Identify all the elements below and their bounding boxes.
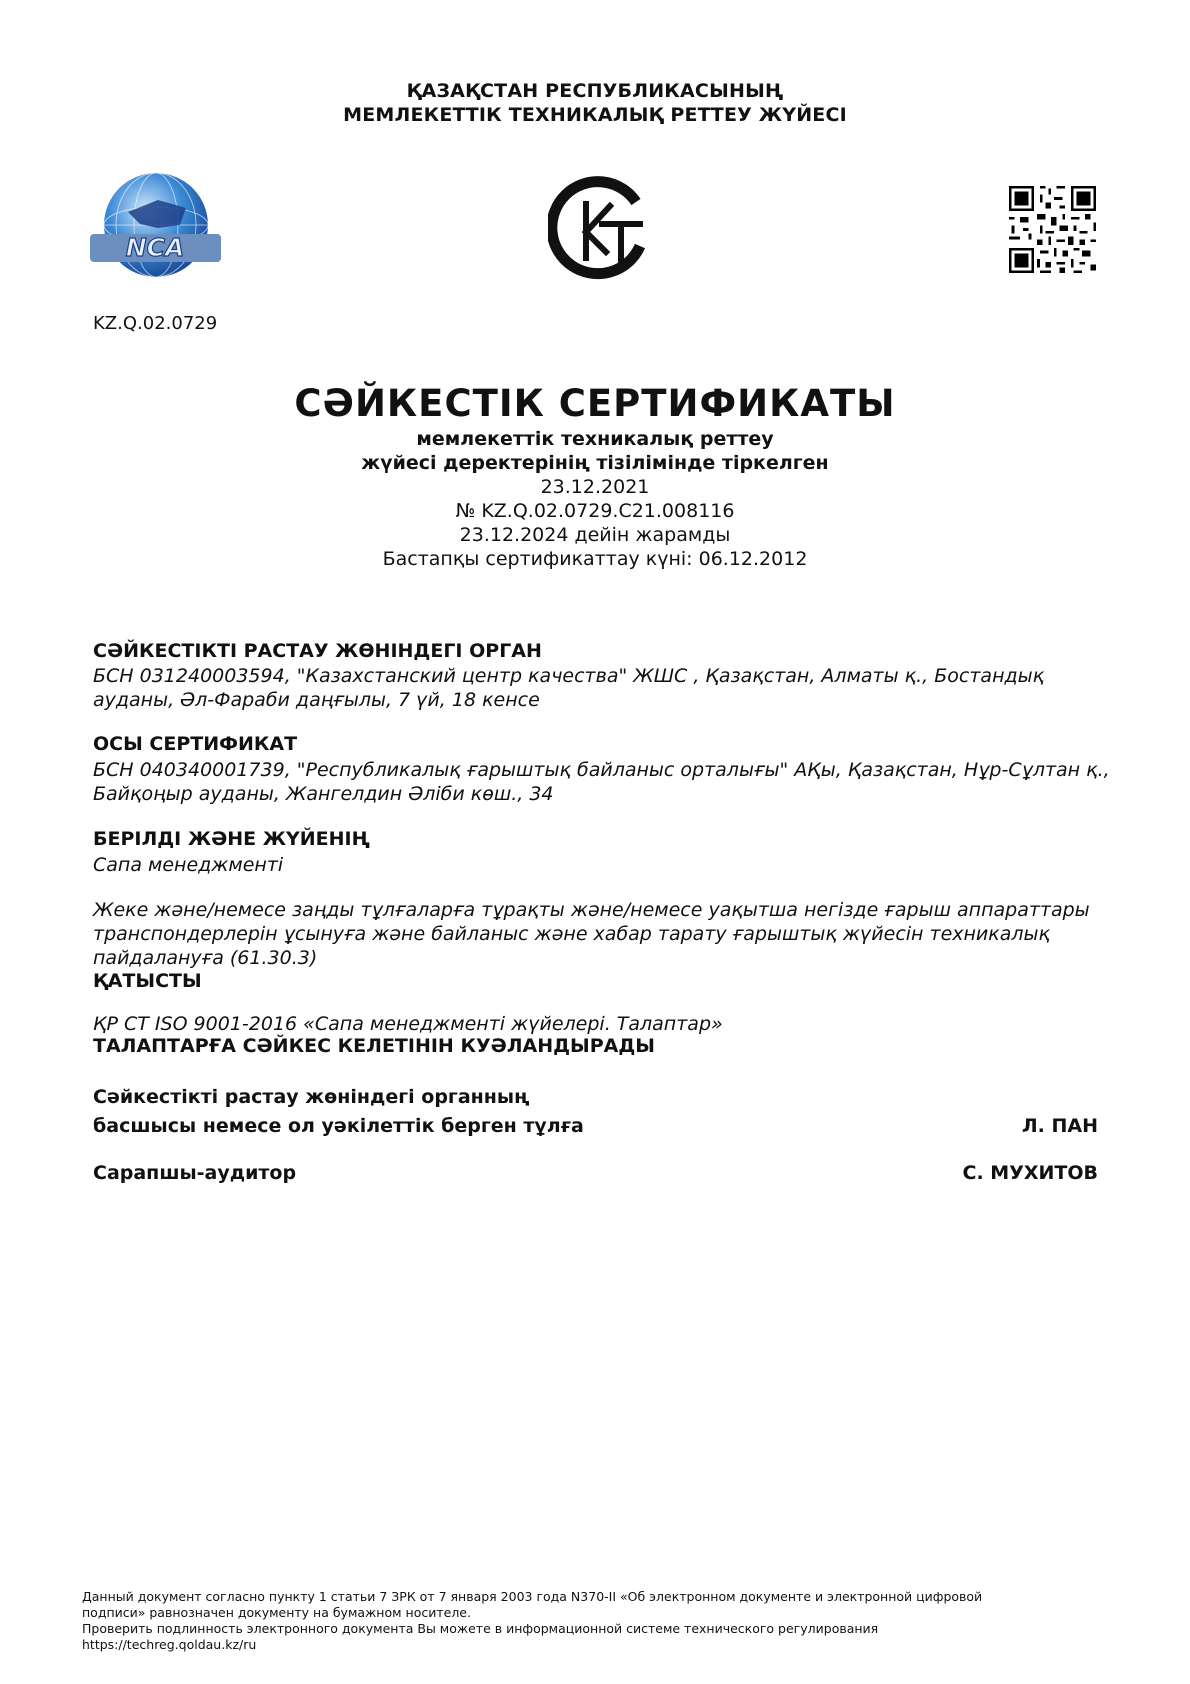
valid-until: 23.12.2024 дейін жарамды bbox=[459, 524, 731, 546]
nca-logo-text: NCA bbox=[125, 233, 185, 262]
signatory-role-line-2: басшысы немесе ол уәкілеттік берген тұлға bbox=[93, 1115, 584, 1137]
footer-notice bbox=[82, 1589, 1122, 1653]
applicant-heading: ОСЫ СЕРТИФИКАТ bbox=[93, 733, 298, 755]
certificate-title: СӘЙКЕСТІК СЕРТИФИКАТЫ bbox=[294, 382, 896, 425]
scope-text: Жеке және/немесе заңды тұлғаларға тұрақты және/немесе уақытша негізде ғарыш аппараттары транспондерлерін ұсынуға және байланыс және хабар тарату ғарыштық жүйесін техникалық пайдалануға (61.30.3) bbox=[93, 899, 1090, 969]
certificate-number: № KZ.Q.02.0729.C21.008116 bbox=[455, 500, 735, 522]
signatory-role-line-1: Сәйкестікті растау жөніндегі органның bbox=[93, 1086, 530, 1108]
qr-code-icon[interactable] bbox=[1006, 183, 1099, 276]
header-line-2: МЕМЛЕКЕТТІК ТЕХНИКАЛЫҚ РЕТТЕУ ЖҮЙЕСІ bbox=[343, 104, 847, 126]
issued-text: Сапа менеджменті bbox=[93, 854, 284, 876]
issued-heading: БЕРІЛДІ ЖӘНЕ ЖҮЙЕНІҢ bbox=[93, 828, 370, 850]
signatory-name-1: Л. ПАН bbox=[1021, 1115, 1098, 1137]
participates-heading: ҚАТЫСТЫ bbox=[93, 970, 202, 992]
auditor-role: Сарапшы-аудитор bbox=[93, 1162, 297, 1184]
registry-line-2: жүйесі деректерінің тізілімінде тіркелген bbox=[361, 452, 829, 474]
footer-line-2: подписи» равнозначен документу на бумажном носителе. bbox=[82, 1605, 471, 1620]
applicant-text: БСН 040340001739, "Республикалық ғарыштық байланыс орталығы" АҚы, Қазақстан, Нұр-Сұлтан қ., Байқоңыр ауданы, Жангелдин Әліби көш., 34 bbox=[93, 759, 1110, 805]
confirms-heading: ТАЛАПТАРҒА СӘЙКЕС КЕЛЕТІНІН КУӘЛАНДЫРАДЫ bbox=[93, 1035, 655, 1057]
certification-body-heading: СӘЙКЕСТІКТІ РАСТАУ ЖӨНІНДЕГІ ОРГАН bbox=[93, 640, 542, 662]
initial-certification-date: Бастапқы сертификаттау күні: 06.12.2012 bbox=[382, 548, 808, 570]
header-line-1: ҚАЗАҚСТАН РЕСПУБЛИКАСЫНЫҢ bbox=[406, 80, 784, 102]
nca-globe-logo bbox=[88, 170, 223, 285]
registration-date: 23.12.2021 bbox=[540, 476, 650, 498]
footer-line-1: Данный документ согласно пункту 1 статьи 7 ЗРК от 7 января 2003 года N370-II «Об электронном документе и электронной цифровой bbox=[82, 1589, 983, 1604]
certification-body-code: KZ.Q.02.0729 bbox=[93, 313, 218, 334]
standard-text: ҚР СТ ISO 9001-2016 «Сапа менеджменті жүйелері. Талаптар» bbox=[93, 1013, 723, 1035]
kt-conformity-mark-icon bbox=[548, 176, 650, 282]
registry-line-1: мемлекеттік техникалық реттеу bbox=[416, 428, 774, 450]
footer-line-3: Проверить подлинность электронного документа Вы можете в информационной системе технического регулирования bbox=[82, 1621, 879, 1636]
signatory-name-2: С. МУХИТОВ bbox=[962, 1162, 1098, 1184]
footer-link[interactable]: https://techreg.qoldau.kz/ru bbox=[82, 1637, 257, 1652]
certification-body-text: БСН 031240003594, "Казахстанский центр качества" ЖШС , Қазақстан, Алматы қ., Бостандық ауданы, Әл-Фараби даңғылы, 7 үй, 18 кенсе bbox=[93, 665, 1045, 711]
